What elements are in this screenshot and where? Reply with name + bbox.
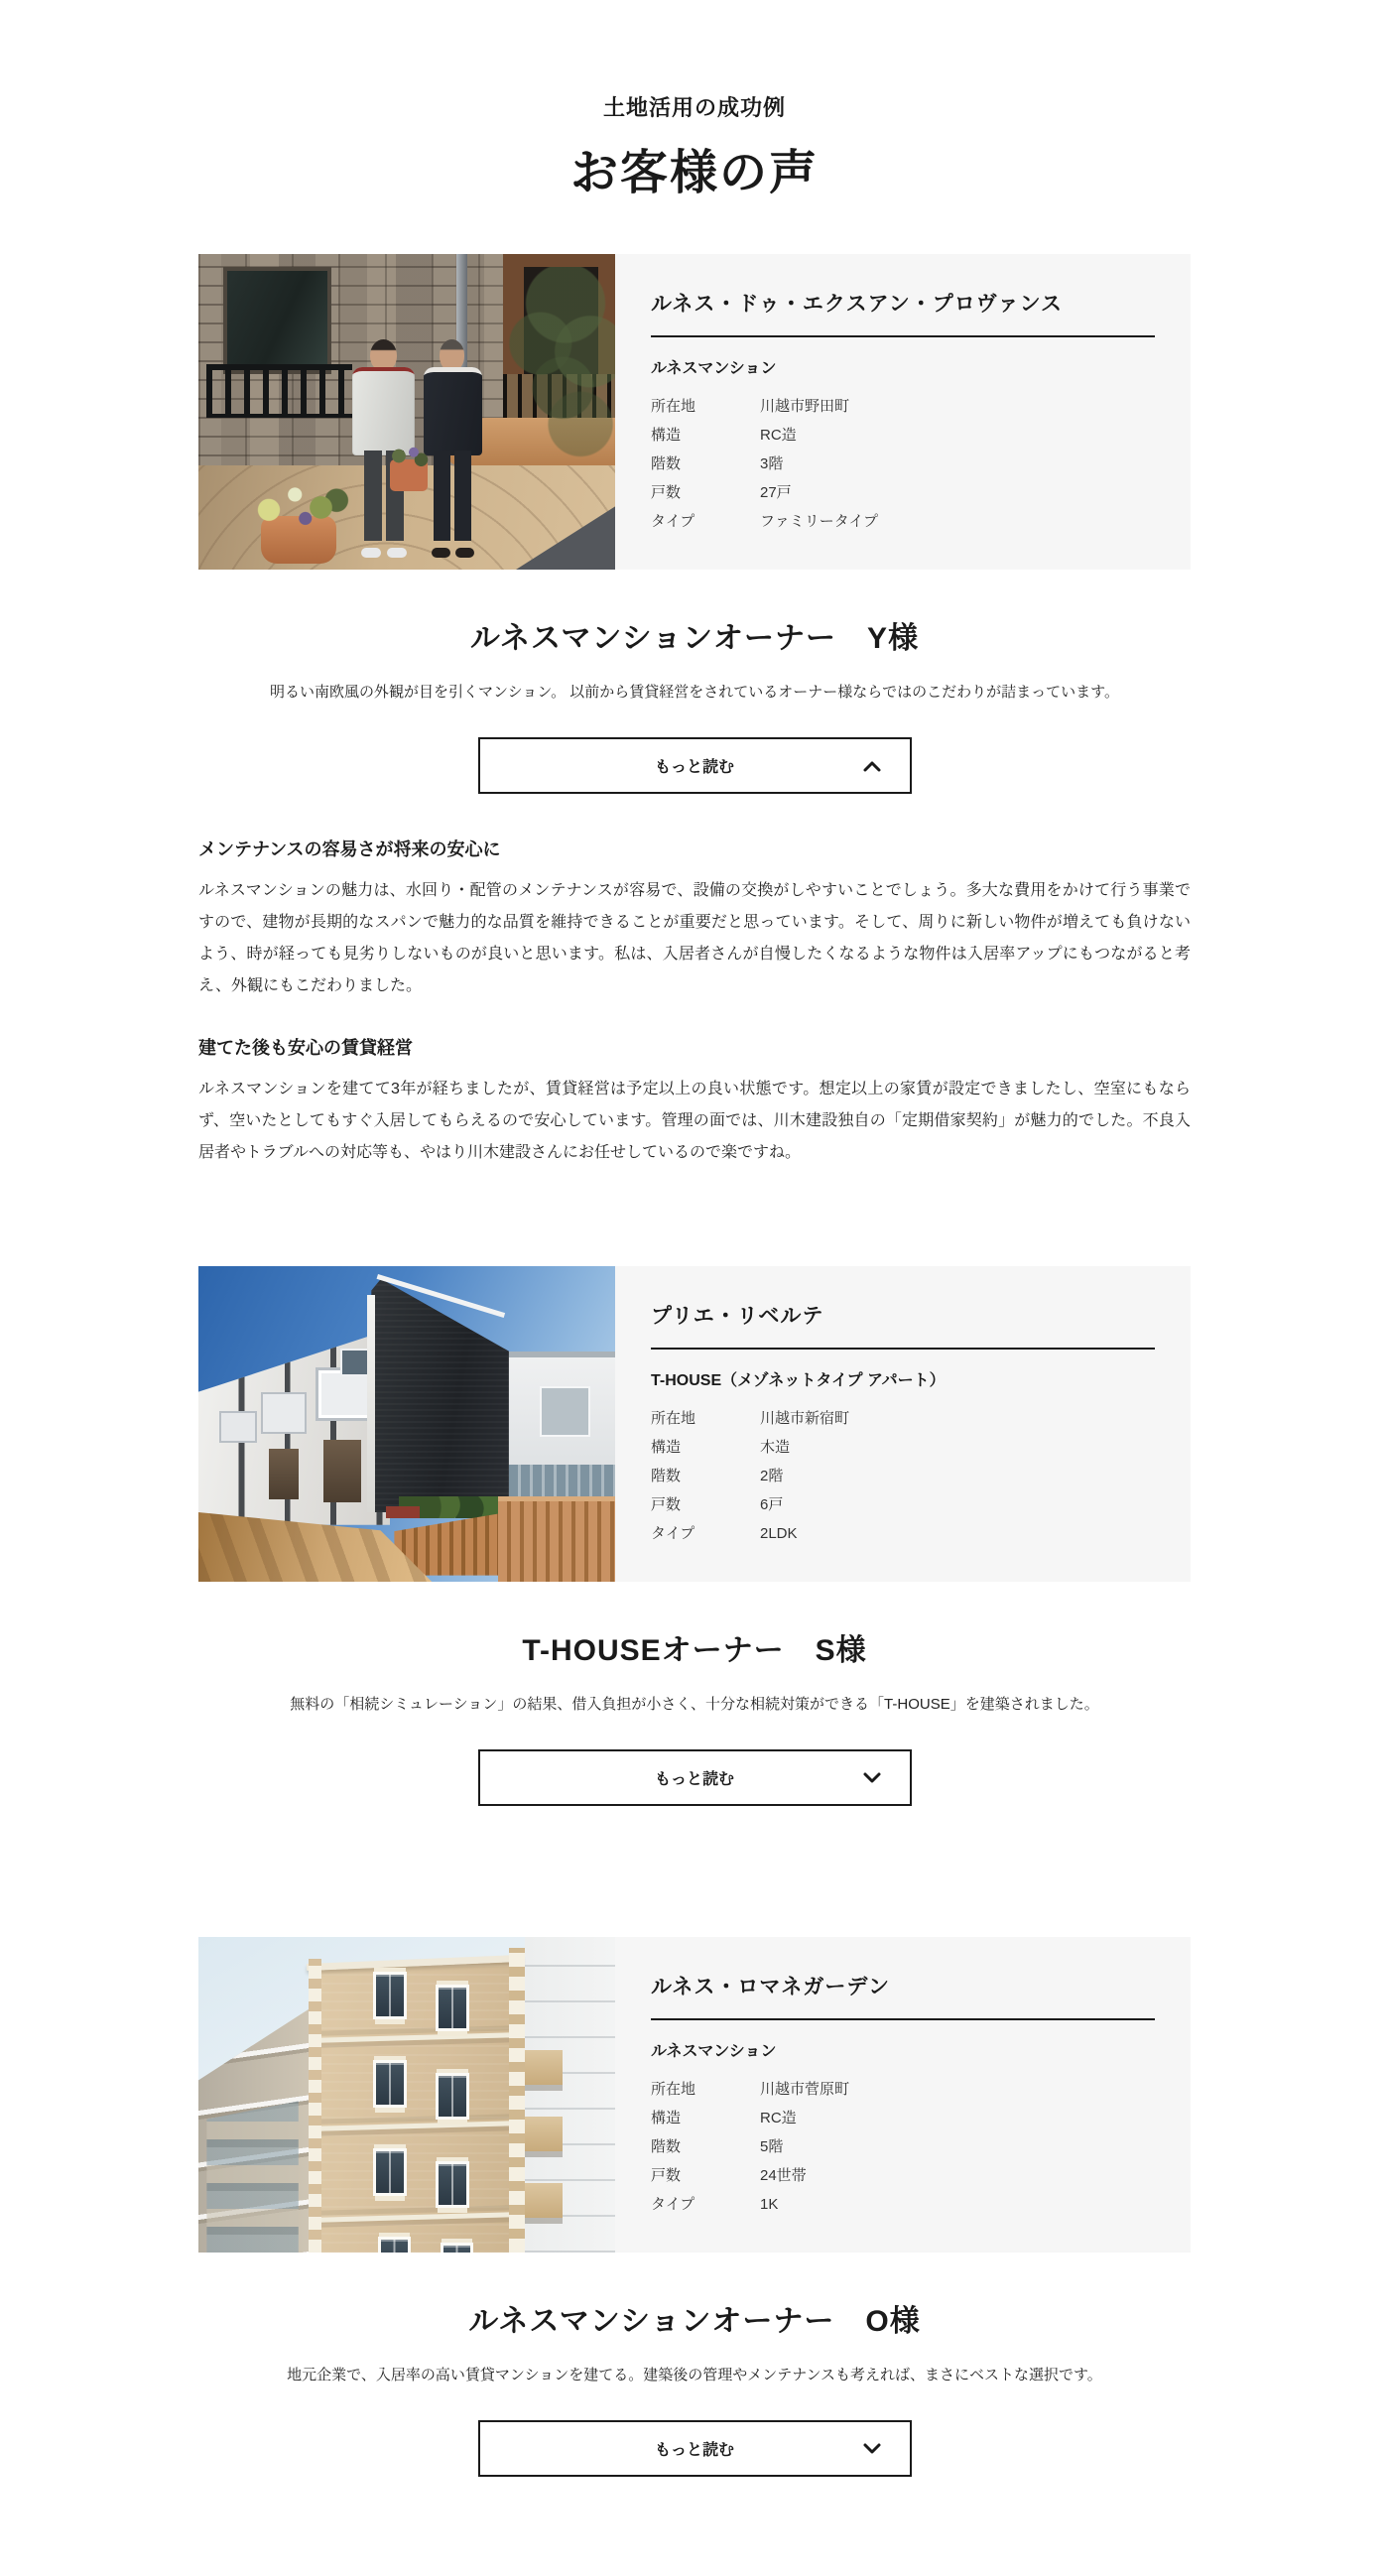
detail-label: タイプ bbox=[651, 1525, 695, 1542]
photo-wood-fence bbox=[498, 1496, 615, 1582]
review-section-heading: 建てた後も安心の賃貸経営 bbox=[198, 1038, 413, 1058]
detail-value: 1K bbox=[760, 2196, 779, 2213]
review-section-heading: メンテナンスの容易さが将来の安心に bbox=[198, 839, 501, 859]
detail-value: 2階 bbox=[760, 1468, 784, 1484]
case-section-1 bbox=[198, 254, 1191, 1169]
photo-balcony-glass bbox=[206, 2101, 298, 2253]
person-shoe bbox=[432, 548, 450, 559]
photo-flowers bbox=[248, 481, 352, 529]
photo-corner-quoins bbox=[309, 1959, 321, 2253]
spacer bbox=[198, 1806, 1191, 1885]
photo-flowers bbox=[384, 444, 434, 468]
detail-label: 所在地 bbox=[651, 2081, 696, 2098]
detail-value: 24世帯 bbox=[760, 2167, 807, 2184]
property-details bbox=[651, 2075, 1155, 2219]
detail-row bbox=[651, 1404, 1155, 1433]
photo-window bbox=[223, 267, 331, 374]
chevron-up-icon bbox=[862, 759, 882, 773]
detail-label: タイプ bbox=[651, 513, 695, 530]
person-suit bbox=[424, 367, 482, 455]
detail-row bbox=[651, 2075, 1155, 2104]
owner-heading: T-HOUSEオーナー S様 bbox=[522, 1634, 867, 1667]
detail-label: 所在地 bbox=[651, 1410, 696, 1427]
person-shoe bbox=[387, 548, 407, 559]
owner-summary: 地元企業で、入居率の高い賃貸マンションを建てる。建築後の管理やメンテナンスも考えれば、まさにベストな選択です。 bbox=[287, 2367, 1102, 2383]
owner-summary: 明るい南欧風の外観が目を引くマンション。 以前から賃貸経営をされているオーナー様ならではのこだわりが詰まっています。 bbox=[270, 684, 1119, 701]
detail-value: 3階 bbox=[760, 455, 784, 472]
detail-row bbox=[651, 2161, 1155, 2190]
person-shoe bbox=[361, 548, 381, 559]
detail-label: 戸数 bbox=[651, 484, 682, 501]
photo-balcony bbox=[219, 1411, 257, 1443]
spacer bbox=[198, 2477, 1191, 2576]
photo-balcony bbox=[525, 2050, 563, 2085]
photo-window bbox=[436, 2073, 469, 2121]
detail-value: 6戸 bbox=[760, 1496, 784, 1513]
chevron-down-icon bbox=[862, 1771, 882, 1785]
detail-label: 所在地 bbox=[651, 398, 696, 415]
detail-row bbox=[651, 421, 1155, 450]
detail-row bbox=[651, 507, 1155, 536]
chevron-down-icon bbox=[862, 2442, 882, 2456]
photo-window bbox=[373, 2148, 407, 2196]
page-eyebrow: 土地活用の成功例 bbox=[602, 95, 786, 120]
person-leg bbox=[454, 451, 471, 541]
person-leg bbox=[434, 451, 450, 541]
detail-label: タイプ bbox=[651, 2196, 695, 2213]
photo-wall-edge bbox=[367, 1295, 375, 1512]
detail-value: 27戸 bbox=[760, 484, 792, 501]
detail-row bbox=[651, 1433, 1155, 1462]
photo-window bbox=[378, 2237, 412, 2253]
read-more-label: もっと読む bbox=[654, 2442, 734, 2459]
photo-house-window bbox=[540, 1386, 589, 1437]
photo-flower-box bbox=[206, 364, 352, 418]
photo-entrance-door bbox=[269, 1449, 298, 1499]
read-more-label: もっと読む bbox=[654, 759, 734, 776]
expanded-review bbox=[198, 836, 1191, 1169]
photo-olive-tree bbox=[503, 267, 615, 469]
person-jacket bbox=[352, 367, 415, 455]
photo-window bbox=[441, 2243, 474, 2253]
read-more-button[interactable] bbox=[478, 1749, 912, 1806]
owner-heading: ルネスマンションオーナー Y様 bbox=[469, 622, 920, 655]
detail-value: 5階 bbox=[760, 2138, 784, 2155]
detail-value: 川越市野田町 bbox=[760, 398, 850, 415]
photo-balcony bbox=[525, 2117, 563, 2151]
detail-row bbox=[651, 2104, 1155, 2132]
property-name: ルネス・ドゥ・エクスアン・プロヴァンス bbox=[651, 288, 1155, 337]
photo-entrance-door bbox=[323, 1440, 361, 1503]
property-category: T-HOUSE（メゾネットタイプ アパート） bbox=[651, 1372, 946, 1389]
detail-value: 川越市菅原町 bbox=[760, 2081, 850, 2098]
page-title: お客様の声 bbox=[569, 147, 819, 199]
detail-value: RC造 bbox=[760, 427, 797, 444]
case-card-2 bbox=[198, 1266, 1191, 1582]
property-details bbox=[651, 1404, 1155, 1548]
spacer bbox=[198, 1201, 1191, 1215]
photo-window bbox=[340, 1349, 369, 1377]
photo-step bbox=[386, 1506, 420, 1519]
property-category: ルネスマンション bbox=[651, 360, 777, 377]
photo-window bbox=[436, 1985, 469, 2032]
detail-row bbox=[651, 2132, 1155, 2161]
person-shoe bbox=[455, 548, 474, 559]
photo-balcony bbox=[261, 1392, 307, 1433]
case-info-panel bbox=[615, 1937, 1191, 2253]
photo-beige-facade bbox=[311, 1943, 519, 2253]
owner-summary: 無料の「相続シミュレーション」の結果、借入負担が小さく、十分な相続対策ができる「T-HOUSE」を建築されました。 bbox=[290, 1696, 1099, 1713]
detail-label: 階数 bbox=[651, 1468, 682, 1484]
case-photo-owners bbox=[198, 254, 615, 570]
detail-label: 戸数 bbox=[651, 2167, 682, 2184]
read-more-label: もっと読む bbox=[654, 1771, 734, 1788]
read-more-button[interactable] bbox=[478, 2420, 912, 2477]
detail-value: RC造 bbox=[760, 2110, 797, 2126]
property-category: ルネスマンション bbox=[651, 2043, 777, 2060]
detail-label: 階数 bbox=[651, 2138, 682, 2155]
page-header bbox=[0, 0, 1389, 202]
case-section-2 bbox=[198, 1266, 1191, 1806]
review-section bbox=[198, 1034, 1191, 1169]
review-section-body: ルネスマンションを建てて3年が経ちましたが、賃貸経営は予定以上の良い状態です。想定以上の家賃が設定できましたし、空室にもならず、空いたとしてもすぐ入居してもらえるので安心しています。管理の面では、川木建設独自の「定期借家契約」が魅力的でした。不良入居者やトラブルへの対応等も、やはり川木建設さんにお任せしているので楽ですね。 bbox=[198, 1081, 1191, 1161]
detail-value: 川越市新宿町 bbox=[760, 1410, 850, 1427]
case-info-panel bbox=[615, 254, 1191, 570]
photo-window bbox=[373, 2060, 407, 2108]
detail-label: 構造 bbox=[651, 2110, 682, 2126]
photo-corner-quoins bbox=[509, 1948, 525, 2253]
case-section-3 bbox=[198, 1937, 1191, 2477]
detail-row bbox=[651, 2190, 1155, 2219]
property-name: ルネス・ロマネガーデン bbox=[651, 1971, 1155, 2020]
detail-row bbox=[651, 478, 1155, 507]
review-section bbox=[198, 836, 1191, 1002]
case-photo-t-house bbox=[198, 1266, 615, 1582]
detail-row bbox=[651, 1490, 1155, 1519]
detail-label: 構造 bbox=[651, 1439, 682, 1456]
photo-balcony bbox=[525, 2183, 563, 2218]
property-details bbox=[651, 392, 1155, 536]
case-card-3 bbox=[198, 1937, 1191, 2253]
detail-label: 戸数 bbox=[651, 1496, 682, 1513]
photo-window bbox=[436, 2161, 469, 2209]
case-photo-romane-garden bbox=[198, 1937, 615, 2253]
content-container bbox=[198, 254, 1191, 2576]
case-card-1 bbox=[198, 254, 1191, 570]
detail-row bbox=[651, 1462, 1155, 1490]
detail-label: 階数 bbox=[651, 455, 682, 472]
detail-row bbox=[651, 450, 1155, 478]
property-name: プリエ・リベルテ bbox=[651, 1300, 1155, 1350]
detail-row bbox=[651, 392, 1155, 421]
detail-value: ファミリータイプ bbox=[760, 513, 878, 530]
owner-heading: ルネスマンションオーナー O様 bbox=[468, 2305, 921, 2338]
detail-label: 構造 bbox=[651, 427, 682, 444]
detail-row bbox=[651, 1519, 1155, 1548]
photo-window bbox=[373, 1972, 407, 2019]
read-more-button[interactable] bbox=[478, 737, 912, 794]
review-section-body: ルネスマンションの魅力は、水回り・配管のメンテナンスが容易で、設備の交換がしやすいことでしょう。多大な費用をかけて行う事業ですので、建物が長期的なスパンで魅力的な品質を維持できることが重要だと思っています。そして、周りに新しい物件が増えても負けないよう、時が経っても見劣りしないものが良いと思います。私は、入居者さんが自慢したくなるような物件は入居率アップにもつながると考え、外観にもこだわりました。 bbox=[198, 882, 1191, 994]
detail-value: 木造 bbox=[760, 1439, 791, 1456]
case-info-panel bbox=[615, 1266, 1191, 1582]
detail-value: 2LDK bbox=[760, 1525, 798, 1542]
person-leg bbox=[364, 451, 382, 541]
